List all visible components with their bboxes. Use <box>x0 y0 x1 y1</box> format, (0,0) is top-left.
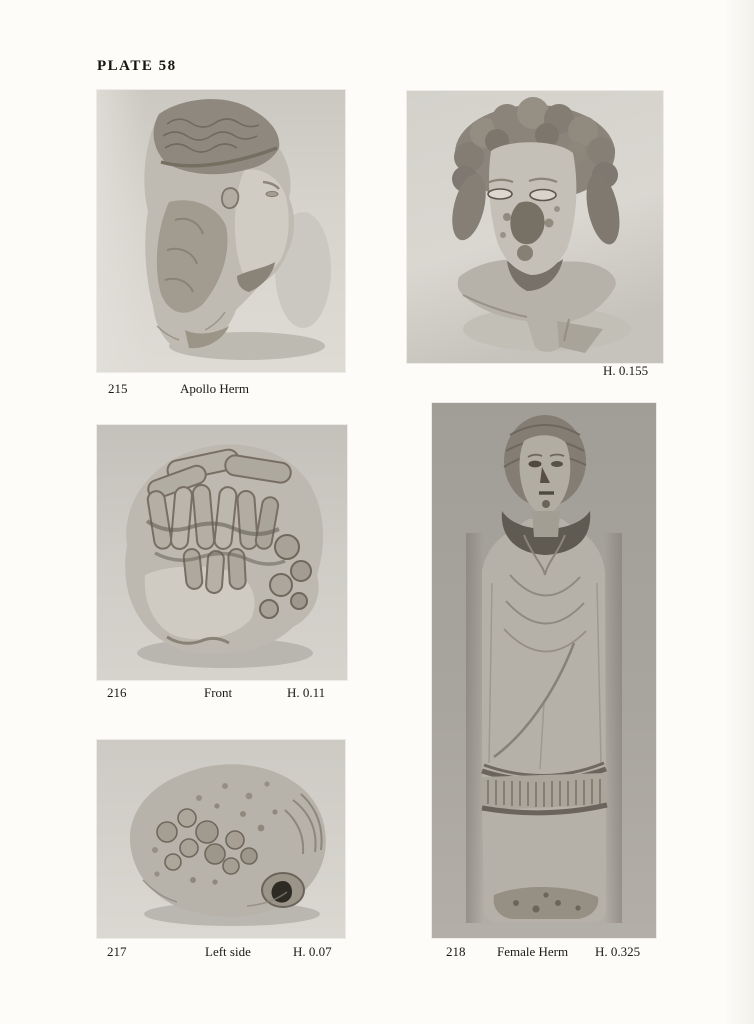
photo-217-left-side <box>97 740 345 938</box>
figure-216-height-label: H. 0.11 <box>287 685 326 700</box>
figure-217-height-label: H. 0.07 <box>293 944 332 959</box>
figure-217-number: 217 <box>107 944 127 959</box>
figure-218-number: 218 <box>446 944 466 959</box>
figure-215-height-label: H. 0.155 <box>603 363 649 378</box>
sculpture-218-image <box>432 403 656 938</box>
figure-217-title: Left side <box>205 944 251 959</box>
photo-218-female-herm <box>432 403 656 938</box>
figure-215-number: 215 <box>108 381 128 396</box>
figure-216-number: 216 <box>107 685 127 700</box>
photo-215-front-view <box>407 91 663 363</box>
sculpture-215-front-image <box>407 91 663 363</box>
photo-216-front <box>97 425 347 680</box>
figure-218-height-label: H. 0.325 <box>595 944 641 959</box>
photo-215-profile-view <box>97 90 345 372</box>
plate-title: PLATE 58 <box>97 58 177 74</box>
sculpture-215-profile-image <box>97 90 345 372</box>
figure-215-title: Apollo Herm <box>180 381 249 396</box>
sculpture-216-image <box>97 425 347 680</box>
figure-218-title: Female Herm <box>497 944 569 959</box>
sculpture-217-image <box>97 740 345 938</box>
figure-216-title: Front <box>204 685 233 700</box>
